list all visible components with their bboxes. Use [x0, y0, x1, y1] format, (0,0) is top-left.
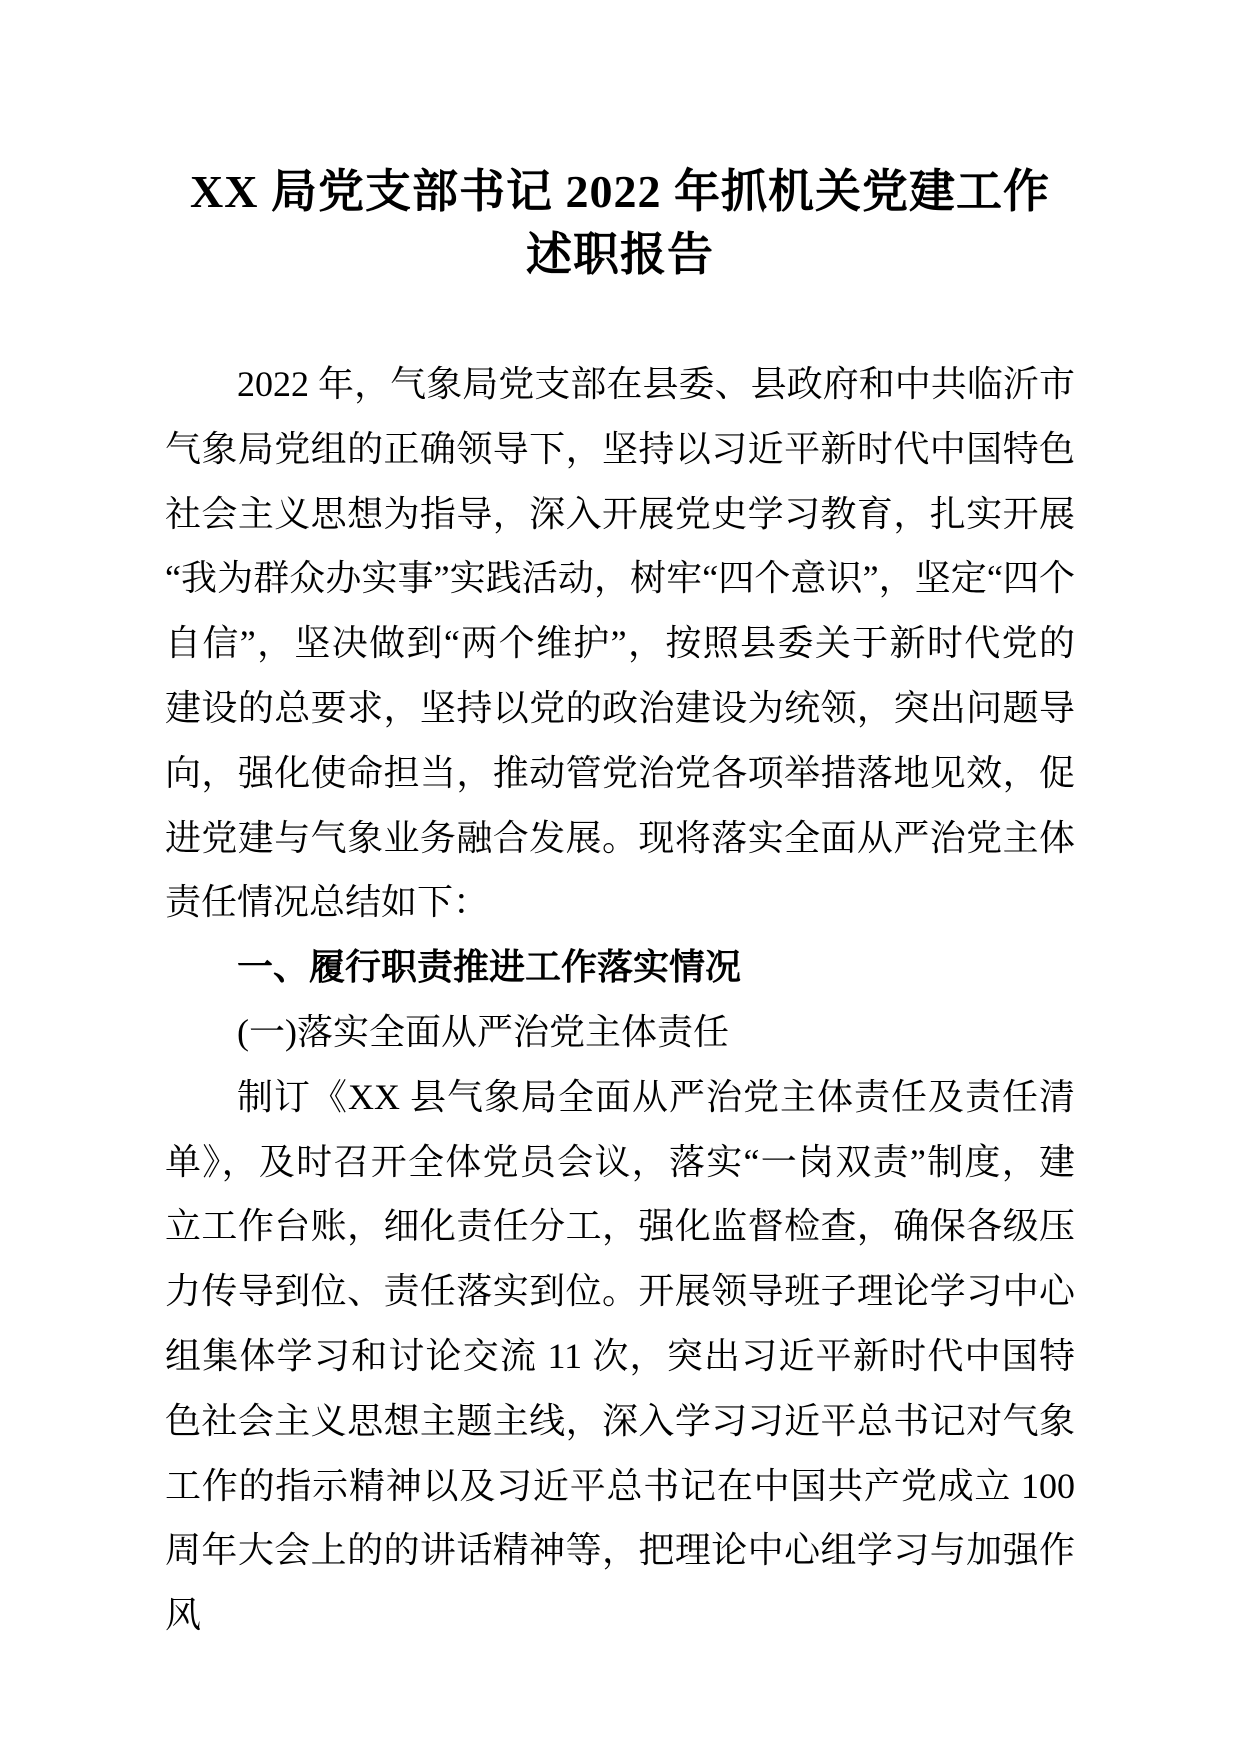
- subsection-heading-1-1: (一)落实全面从严治党主体责任: [237, 1011, 729, 1052]
- document-title-line-2: 述职报告: [526, 229, 714, 280]
- paragraph-intro: 2022 年，气象局党支部在县委、县政府和中共临沂市气象局党组的正确领导下，坚持以习近平新时代中国特色社会主义思想为指导，深入开展党史学习教育，扎实开展“我为群众办实事”实践活动，树牢“四个意识”，坚定“四个自信”，坚决做到“两个维护”，按照县委关于新时代党的建设的总要求，坚持以党的政治建设为统领，突出问题导向，强化使命担当，推动管党治党各项举措落地见效，促进党建与气象业务融合发展。现将落实全面从严治党主体责任情况总结如下：: [165, 364, 1075, 923]
- section-heading-1: 一、履行职责推进工作落实情况: [237, 947, 742, 988]
- document-body: [165, 352, 1075, 1648]
- document-title: [165, 160, 1075, 286]
- paragraph-section-1-1: 制订《XX 县气象局全面从严治党主体责任及责任清单》，及时召开全体党员会议，落实“一岗双责”制度，建立工作台账，细化责任分工，强化监督检查，确保各级压力传导到位、责任落实到位。开展领导班子理论学习中心组集体学习和讨论交流 11 次，突出习近平新时代中国特色社会主义思想主题主线，深入学习习近平总书记对气象工作的指示精神以及习近平总书记在中国共产党成立 100 周年大会上的的讲话精神等，把理论中心组学习与加强作风: [165, 1076, 1075, 1636]
- document-title-line-1: XX 局党支部书记 2022 年抓机关党建工作: [190, 166, 1050, 217]
